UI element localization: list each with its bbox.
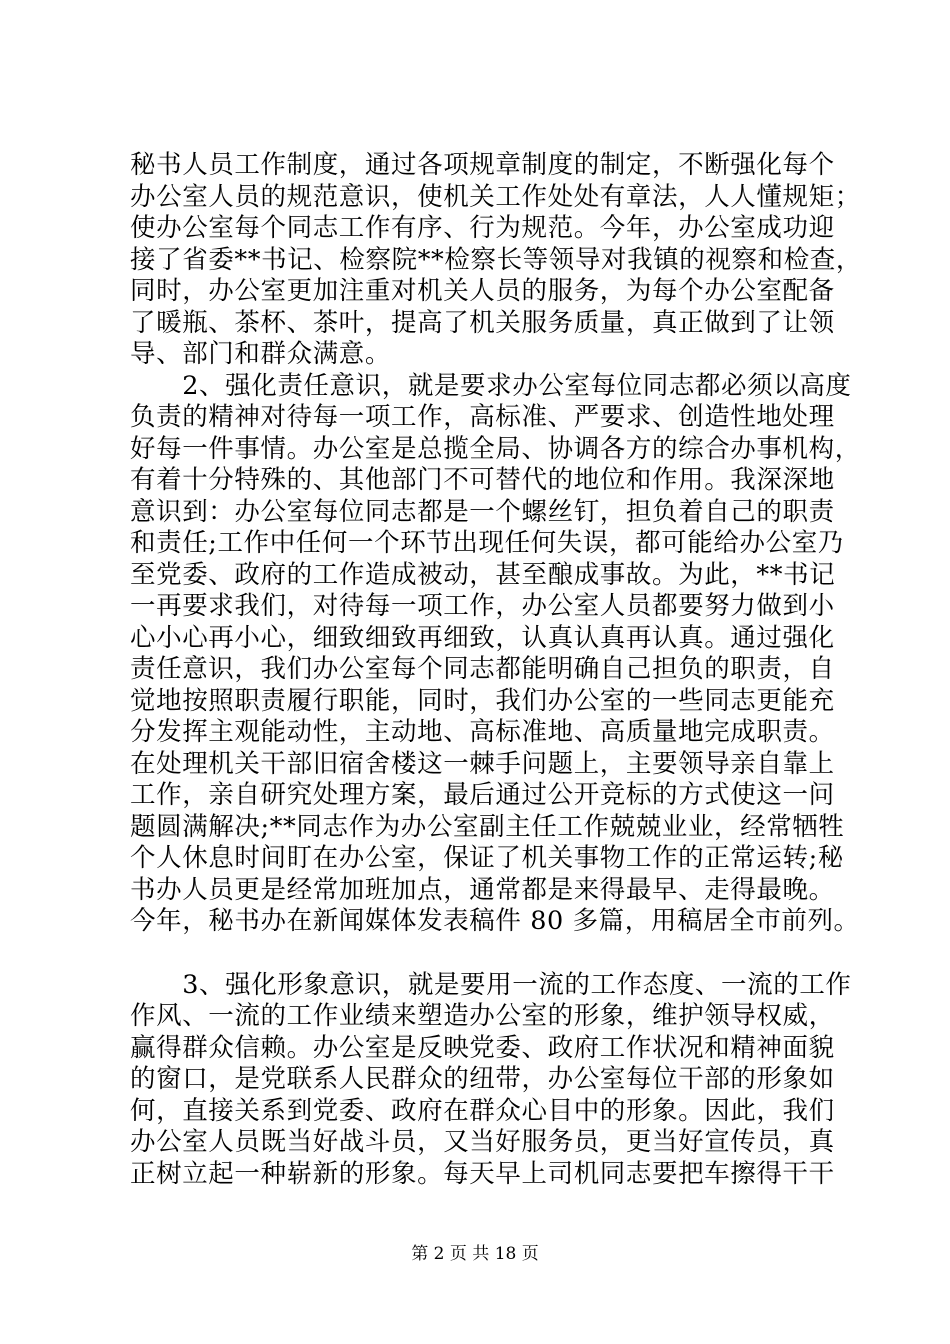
text-line: 在处理机关干部旧宿舍楼这一棘手问题上，主要领导亲自靠上 xyxy=(130,748,835,779)
text-line: 作风、一流的工作业绩来塑造办公室的形象，维护领导权威， xyxy=(130,1001,835,1031)
page-footer: 第 2 页 共 18 页 xyxy=(411,1244,539,1264)
text-line: 书办人员更是经常加班加点，通常都是来得最早、走得最晚。 xyxy=(130,874,835,905)
text-line: 和责任;工作中任何一个环节出现任何失误，都可能给办公室乃 xyxy=(130,528,844,558)
text-line: 至党委、政府的工作造成被动，甚至酿成事故。为此，**书记 xyxy=(130,559,836,590)
paragraph-gap xyxy=(130,938,830,970)
text-line: 觉地按照职责履行职能，同时，我们办公室的一些同志更能充 xyxy=(130,685,835,716)
paragraph-block-1 xyxy=(130,150,863,938)
text-line: 负责的精神对待每一项工作，高标准、严要求、创造性地处理 xyxy=(130,402,835,432)
text-line: 何，直接关系到党委、政府在群众心目中的形象。因此，我们 xyxy=(130,1095,835,1126)
text-line: 了暖瓶、茶杯、茶叶，提高了机关服务质量，真正做到了让领 xyxy=(130,307,835,338)
text-line: 办公室人员的规范意识，使机关工作处处有章法，人人懂规矩； xyxy=(130,181,861,212)
text-line: 3、强化形象意识，就是要用一流的工作态度、一流的工作 xyxy=(130,969,852,1000)
text-line: 办公室人员既当好战斗员，又当好服务员，更当好宣传员，真 xyxy=(130,1127,835,1157)
text-line: 工作，亲自研究处理方案，最后通过公开竞标的方式使这一问 xyxy=(130,780,835,810)
text-line: 使办公室每个同志工作有序、行为规范。今年，办公室成功迎 xyxy=(130,213,835,243)
text-line: 赢得群众信赖。办公室是反映党委、政府工作状况和精神面貌 xyxy=(130,1032,835,1063)
text-line: 接了省委**书记、检察院**检察长等领导对我镇的视察和检查， xyxy=(130,244,863,275)
text-line: 正树立起一种崭新的形象。每天早上司机同志要把车擦得干干 xyxy=(130,1158,835,1189)
text-line: 秘书人员工作制度，通过各项规章制度的制定，不断强化每个 xyxy=(130,150,835,180)
text-line: 的窗口，是党联系人民群众的纽带，办公室每位干部的形象如 xyxy=(130,1064,835,1094)
text-line: 好每一件事情。办公室是总揽全局、协调各方的综合办事机构， xyxy=(130,433,861,464)
text-line: 心小心再小心，细致细致再细致，认真认真再认真。通过强化 xyxy=(130,622,835,653)
text-line: 2、强化责任意识，就是要求办公室每位同志都必须以高度 xyxy=(130,370,852,401)
text-line: 意识到：办公室每位同志都是一个螺丝钉，担负着自己的职责 xyxy=(130,496,835,527)
text-line: 责任意识，我们办公室每个同志都能明确自己担负的职责，自 xyxy=(130,654,835,684)
text-line: 个人休息时间盯在办公室，保证了机关事物工作的正常运转;秘 xyxy=(130,843,844,873)
text-line: 今年，秘书办在新闻媒体发表稿件 80 多篇，用稿居全市前列。 xyxy=(130,906,860,936)
text-line: 有着十分特殊的、其他部门不可替代的地位和作用。我深深地 xyxy=(130,465,835,495)
text-line: 同时，办公室更加注重对机关人员的服务，为每个办公室配备 xyxy=(130,276,835,306)
text-line: 分发挥主观能动性，主动地、高标准地、高质量地完成职责。 xyxy=(130,717,835,747)
document-body xyxy=(130,150,863,1190)
text-line: 一再要求我们，对待每一项工作，办公室人员都要努力做到小 xyxy=(130,591,835,621)
text-line: 导、部门和群众满意。 xyxy=(130,339,392,369)
paragraph-block-2 xyxy=(130,969,852,1191)
text-line: 题圆满解决;**同志作为办公室副主任工作兢兢业业，经常牺牲 xyxy=(130,811,845,842)
